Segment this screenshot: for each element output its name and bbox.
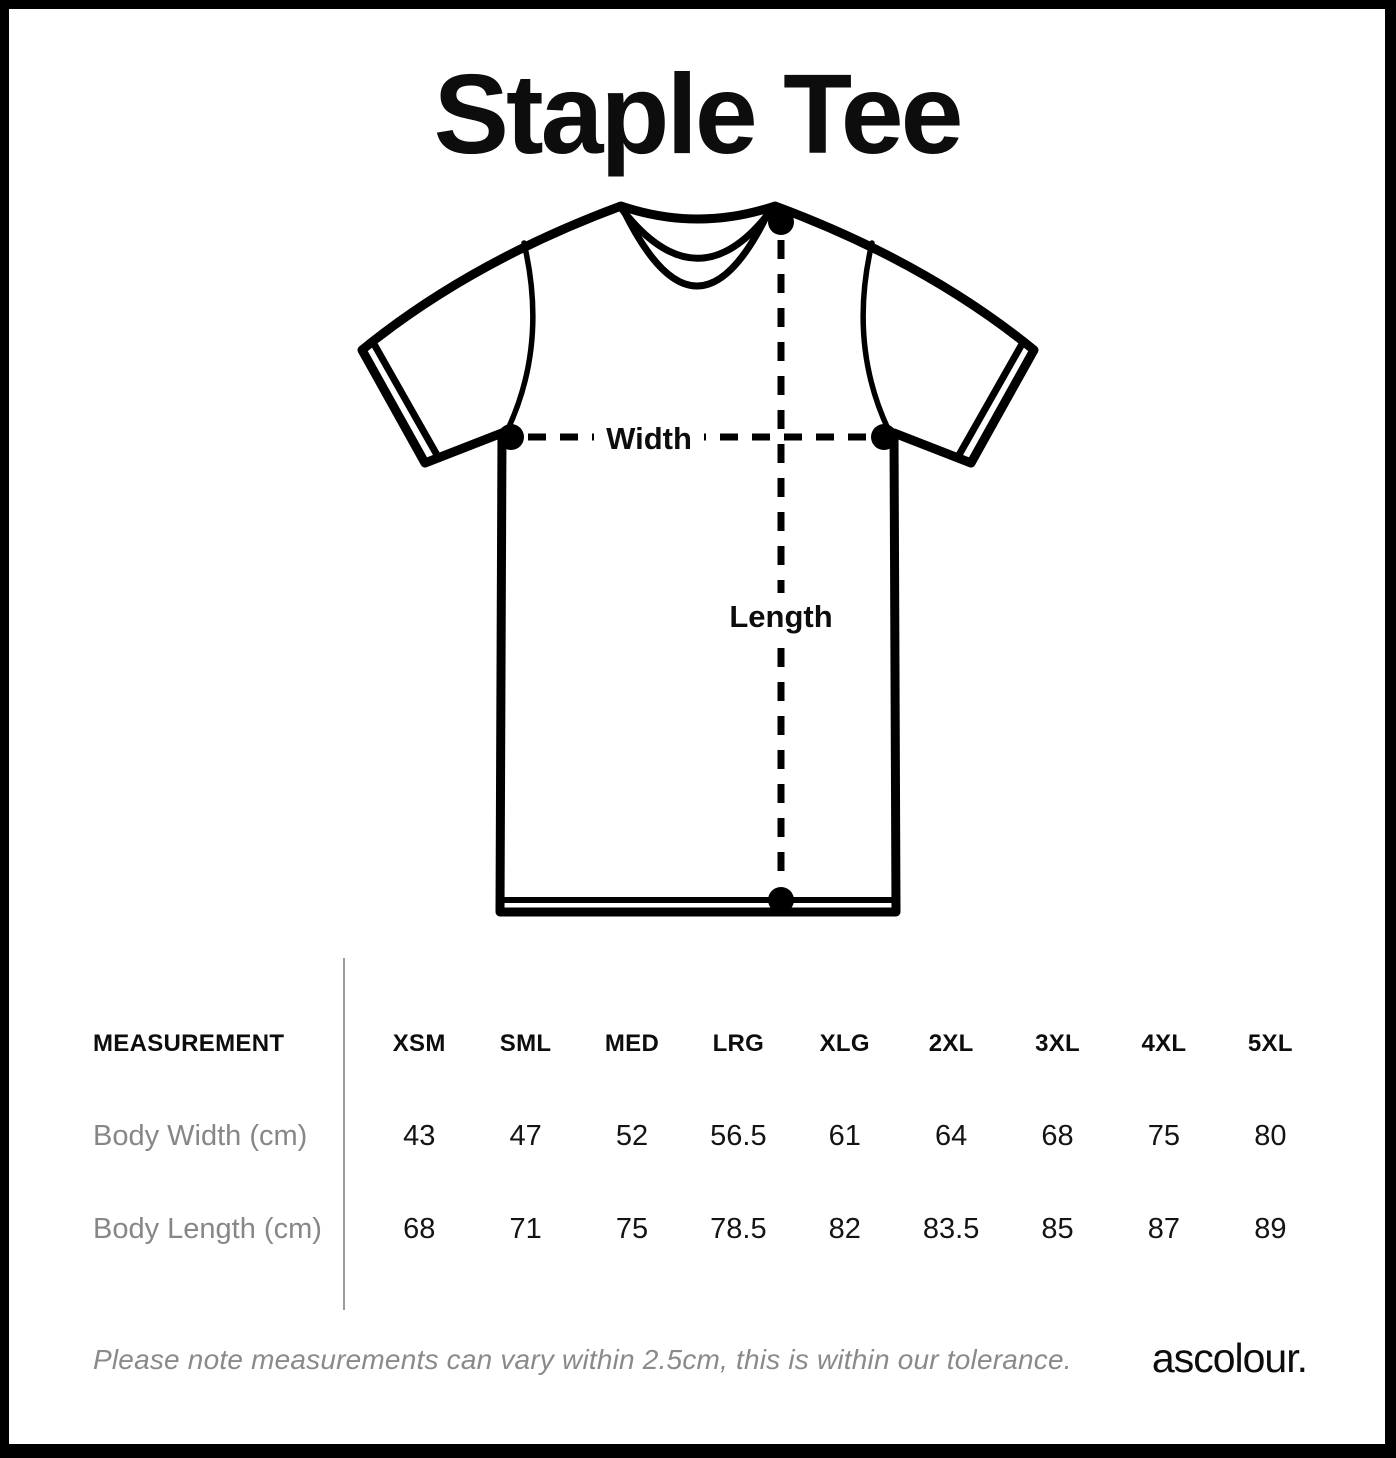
column-header-xlg: XLG <box>819 1029 870 1057</box>
body-length-xsm: 68 <box>403 1213 436 1245</box>
tee-outline <box>362 206 1034 912</box>
body-width-sml: 47 <box>509 1120 542 1152</box>
column-header-med: MED <box>604 1029 660 1057</box>
body-width-5xl: 80 <box>1254 1120 1287 1152</box>
column-header-lrg: LRG <box>712 1029 765 1057</box>
column-header-sml: SML <box>499 1029 552 1057</box>
row-label-body-length: Body Length (cm) <box>93 1213 322 1245</box>
tee-diagram <box>340 185 1060 925</box>
body-length-sml: 71 <box>509 1213 542 1245</box>
column-header-2xl: 2XL <box>928 1029 974 1057</box>
tolerance-note: Please note measurements can vary within 2.5cm, this is within our tolerance. <box>93 1344 1072 1375</box>
brand-logo: ascolour. <box>1151 1335 1307 1381</box>
armpit-dot-left <box>498 424 524 450</box>
length-label: Length <box>729 599 833 634</box>
body-width-med: 52 <box>615 1120 649 1152</box>
size-table <box>93 997 1324 1276</box>
armpit-dot-right <box>871 424 897 450</box>
body-length-lrg: 78.5 <box>710 1213 767 1245</box>
body-length-4xl: 87 <box>1147 1213 1181 1245</box>
body-length-2xl: 83.5 <box>922 1213 980 1245</box>
page-title: Staple Tee <box>433 51 961 177</box>
column-header-measurement: MEASUREMENT <box>93 1029 285 1057</box>
body-width-lrg: 56.5 <box>710 1120 767 1152</box>
column-header-4xl: 4XL <box>1141 1029 1187 1057</box>
body-length-5xl: 89 <box>1254 1213 1287 1245</box>
column-header-3xl: 3XL <box>1035 1029 1080 1057</box>
body-width-4xl: 75 <box>1147 1120 1181 1152</box>
column-header-5xl: 5XL <box>1247 1029 1293 1057</box>
body-length-med: 75 <box>615 1213 649 1245</box>
row-label-body-width: Body Width (cm) <box>93 1120 308 1152</box>
width-label: Width <box>606 421 692 456</box>
column-header-xsm: XSM <box>392 1029 446 1057</box>
body-width-3xl: 68 <box>1041 1120 1074 1152</box>
hem-dot <box>768 887 794 913</box>
body-width-xlg: 61 <box>828 1120 861 1152</box>
body-length-3xl: 85 <box>1041 1213 1074 1245</box>
collar-dot <box>768 209 794 235</box>
body-length-xlg: 82 <box>828 1213 861 1245</box>
body-width-2xl: 64 <box>935 1120 968 1152</box>
body-width-xsm: 43 <box>403 1120 436 1152</box>
